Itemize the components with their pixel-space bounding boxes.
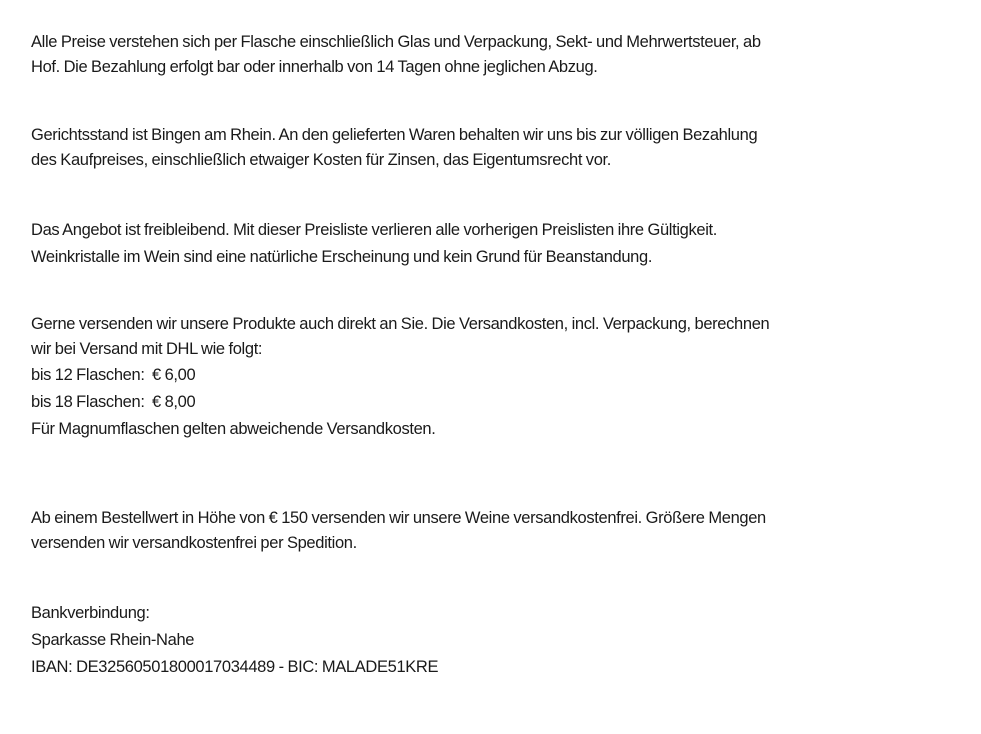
text-line: versenden wir versandkostenfrei per Spedition. xyxy=(31,534,357,552)
bank-heading: Bankverbindung: xyxy=(31,604,150,622)
bank-details xyxy=(31,600,961,681)
text-line: Ab einem Bestellwert in Höhe von € 150 versenden wir unsere Weine versandkostenfrei. Größere Mengen xyxy=(31,509,766,527)
shipping-rate-18: bis 18 Flaschen: € 8,00 xyxy=(31,393,196,411)
shipping-rate-12: bis 12 Flaschen: € 6,00 xyxy=(31,366,196,384)
free-shipping-paragraph xyxy=(31,506,961,556)
pricing-paragraph xyxy=(31,30,961,80)
bank-iban-bic: IBAN: DE32560501800017034489 - BIC: MALADE51KRE xyxy=(31,658,439,676)
text-line: Weinkristalle im Wein sind eine natürliche Erscheinung und kein Grund für Beanstandung. xyxy=(31,248,653,266)
text-line: des Kaufpreises, einschließlich etwaiger Kosten für Zinsen, das Eigentumsrecht vor. xyxy=(31,151,612,169)
text-line: Alle Preise verstehen sich per Flasche einschließlich Glas und Verpackung, Sekt- und Mehrwertsteuer, ab xyxy=(31,33,761,51)
text-line: Gerne versenden wir unsere Produkte auch direkt an Sie. Die Versandkosten, incl. Verpackung, berechnen xyxy=(31,315,770,333)
text-line: Hof. Die Bezahlung erfolgt bar oder innerhalb von 14 Tagen ohne jeglichen Abzug. xyxy=(31,58,598,76)
magnum-note: Für Magnumflaschen gelten abweichende Versandkosten. xyxy=(31,420,436,438)
offer-paragraph xyxy=(31,217,961,271)
text-line: wir bei Versand mit DHL wie folgt: xyxy=(31,340,263,358)
text-line: Das Angebot ist freibleibend. Mit dieser Preisliste verlieren alle vorherigen Preislisten ihre Gültigkeit. xyxy=(31,221,717,239)
shipping-paragraph xyxy=(31,312,961,443)
text-line: Gerichtsstand ist Bingen am Rhein. An den gelieferten Waren behalten wir uns bis zur völligen Bezahlung xyxy=(31,126,758,144)
bank-name: Sparkasse Rhein-Nahe xyxy=(31,631,195,649)
jurisdiction-paragraph xyxy=(31,123,961,173)
